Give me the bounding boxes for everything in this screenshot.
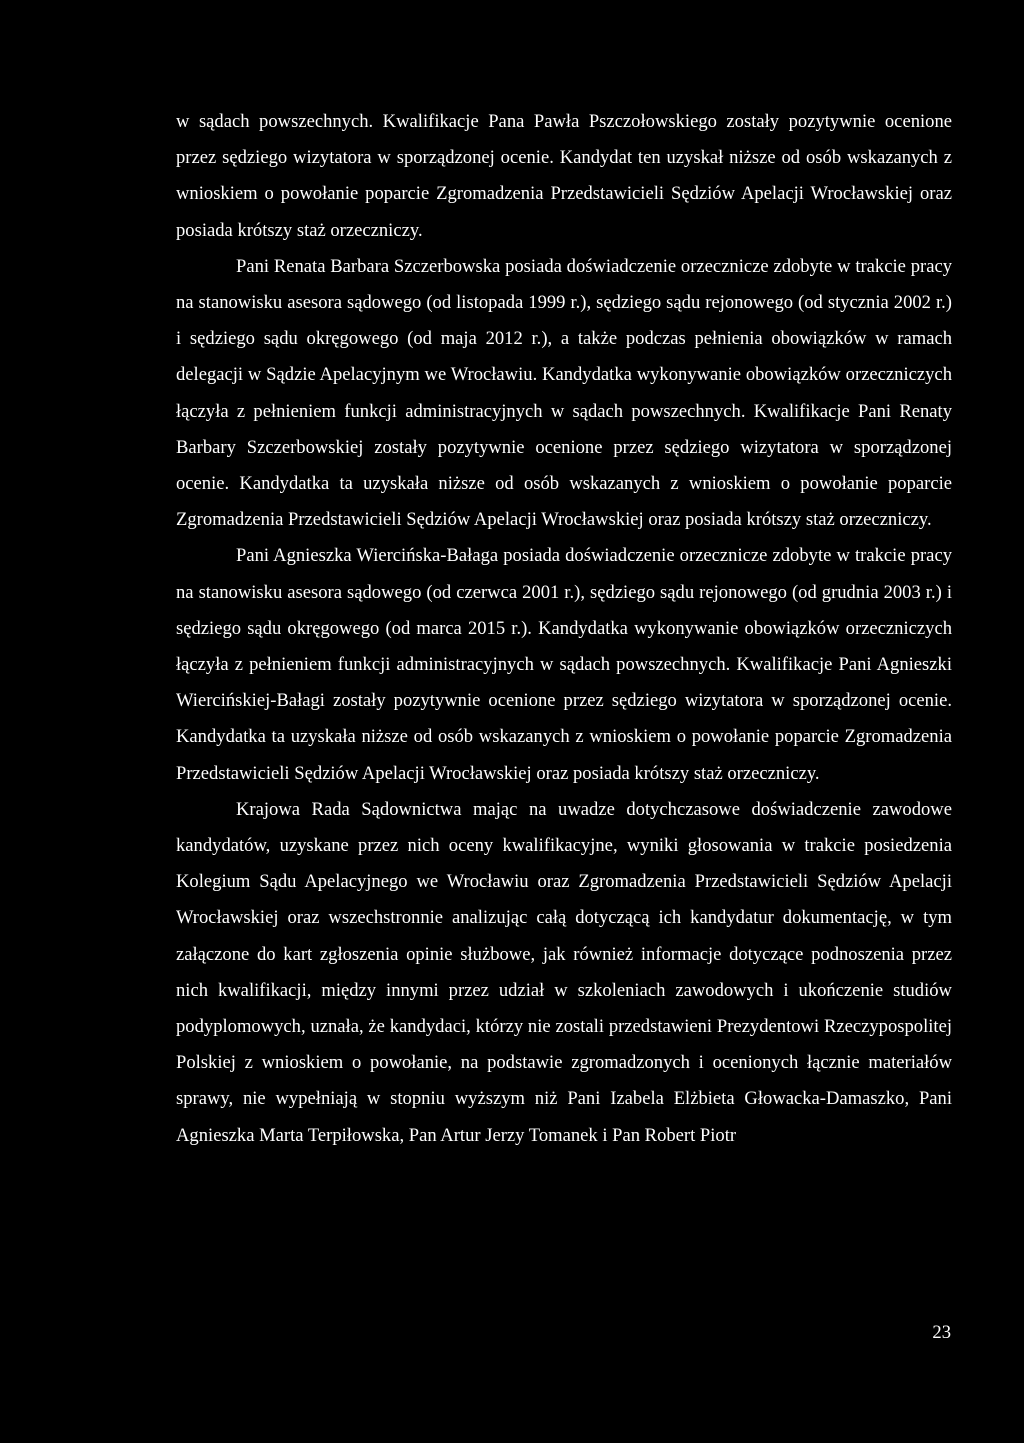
paragraph-wiercinska-balaga: Pani Agnieszka Wiercińska-Bałaga posiada doświadczenie orzecznicze zdobyte w trakcie pracy na stanowisku asesora sądowego (od czerwca 2001 r.), sędziego sądu rejonowego (od grudnia 2003 r.) i sędziego sądu okręgowego (od marca 2015 r.). Kandydatka wykonywanie obowiązków orzeczniczych łączyła z pełnieniem funkcji administracyjnych w sądach powszechnych. Kwalifikacje Pani Agnieszki Wiercińskiej-Bałagi zostały pozytywnie ocenione przez sędziego wizytatora w sporządzonej ocenie. Kandydatka ta uzyskała niższe od osób wskazanych z wnioskiem o powołanie poparcie Zgromadzenia Przedstawicieli Sędziów Apelacji Wrocławskiej oraz posiada krótszy staż orzeczniczy.: [176, 545, 952, 784]
paragraph-szczerbowska: Pani Renata Barbara Szczerbowska posiada doświadczenie orzecznicze zdobyte w trakcie pracy na stanowisku asesora sądowego (od listopada 1999 r.), sędziego sądu rejonowego (od stycznia 2002 r.) i sędziego sądu okręgowego (od maja 2012 r.), a także podczas pełnienia obowiązków w ramach delegacji w Sądzie Apelacyjnym we Wrocławiu. Kandydatka wykonywanie obowiązków orzeczniczych łączyła z pełnieniem funkcji administracyjnych w sądach powszechnych. Kwalifikacje Pani Renaty Barbary Szczerbowskiej zostały pozytywnie ocenione przez sędziego wizytatora w sporządzonej ocenie. Kandydatka ta uzyskała niższe od osób wskazanych z wnioskiem o powołanie poparcie Zgromadzenia Przedstawicieli Sędziów Apelacji Wrocławskiej oraz posiada krótszy staż orzeczniczy.: [176, 255, 952, 531]
paragraph-krs-conclusion: Krajowa Rada Sądownictwa mając na uwadze dotychczasowe doświadczenie zawodowe kandydatów, uzyskane przez nich oceny kwalifikacyjne, wyniki głosowania w trakcie posiedzenia Kolegium Sądu Apelacyjnego we Wrocławiu oraz Zgromadzenia Przedstawicieli Sędziów Apelacji Wrocławskiej oraz wszechstronnie analizując całą dotyczącą ich kandydatur dokumentację, w tym załączone do kart zgłoszenia opinie służbowe, jak również informacje dotyczące podnoszenia przez nich kwalifikacji, między innymi przez udział w szkoleniach zawodowych i ukończenie studiów podyplomowych, uznała, że kandydaci, którzy nie zostali przedstawieni Prezydentowi Rzeczypospolitej Polskiej z wnioskiem o powołanie, na podstawie zgromadzonych i ocenionych łącznie materiałów sprawy, nie wypełniają w stopniu wyższym niż Pani Izabela Elżbieta Głowacka-Damaszko, Pani Agnieszka Marta Terpiłowska, Pan Artur Jerzy Tomanek i Pan Robert Piotr: [176, 798, 952, 1146]
paragraph-continuation: w sądach powszechnych. Kwalifikacje Pana Pawła Pszczołowskiego zostały pozytywnie ocenione przez sędziego wizytatora w sporządzonej ocenie. Kandydat ten uzyskał niższe od osób wskazanych z wnioskiem o powołanie poparcie Zgromadzenia Przedstawicieli Sędziów Apelacji Wrocławskiej oraz posiada krótszy staż orzeczniczy.: [176, 111, 952, 241]
document-body: [176, 104, 952, 1154]
page-number: 23: [932, 1322, 951, 1343]
